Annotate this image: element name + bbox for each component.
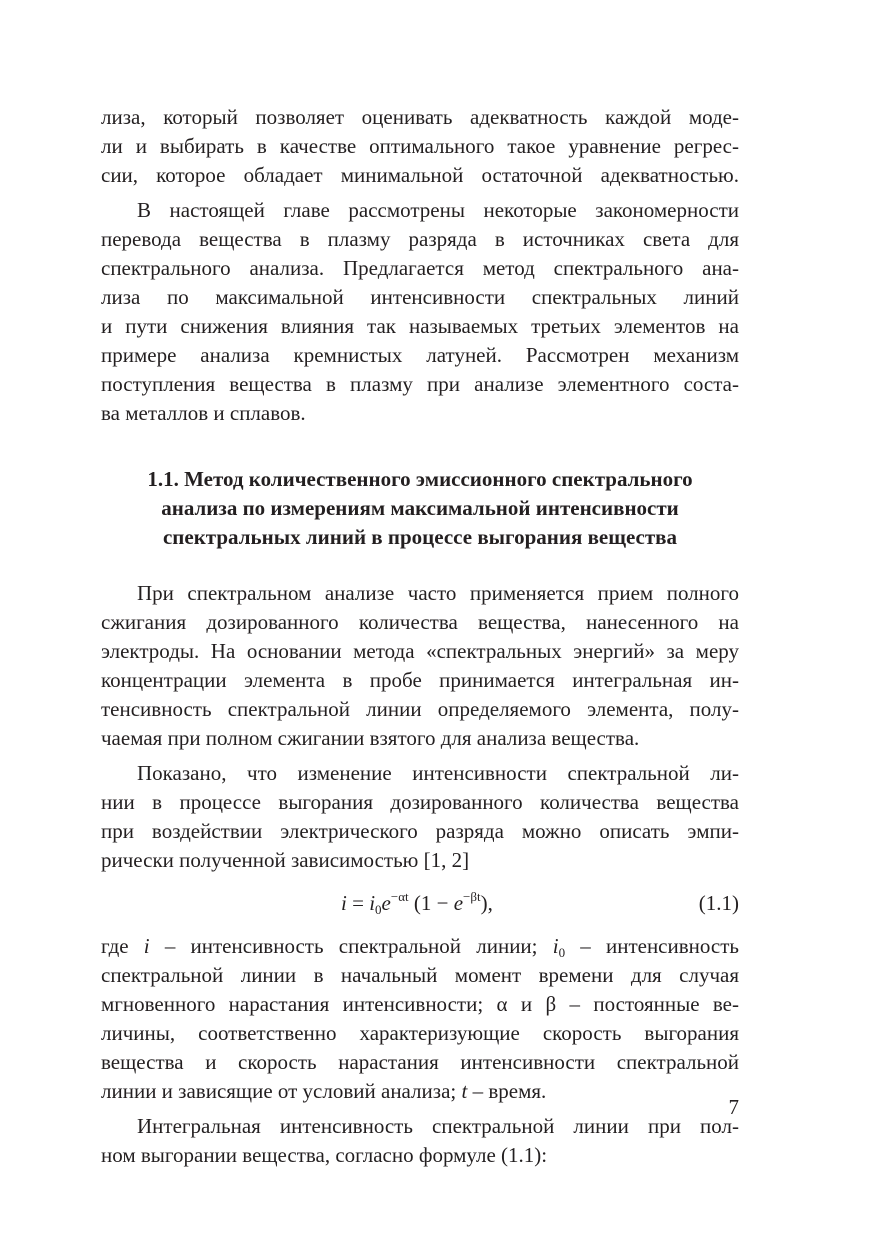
text-line: сжигания дозированного количества вещества, нанесенного на xyxy=(101,610,739,634)
text-line: Показано, что изменение интенсивности спектральной ли- xyxy=(137,761,739,785)
variable-t: t xyxy=(461,1079,468,1103)
text-line: примере анализа кремнистых латуней. Рассмотрен механизм xyxy=(101,343,739,367)
text-line: чаемая при полном сжигании взятого для анализа вещества. xyxy=(101,726,640,750)
heading-line: спектральных линий в процессе выгорания вещества xyxy=(162,525,678,549)
text-line: нии в процессе выгорания дозированного количества вещества xyxy=(101,790,739,814)
text-line: спектрального анализа. Предлагается метод спектрального ана- xyxy=(101,256,739,280)
equation-var-i0: i xyxy=(369,891,376,915)
text-line: В настоящей главе рассмотрены некоторые закономерности xyxy=(137,198,739,222)
text-line: При спектральном анализе часто применяется прием полного xyxy=(137,581,739,605)
text-line: перевода вещества в плазму разряда в источниках света для xyxy=(101,227,739,251)
equation-exp-e1: e xyxy=(381,891,391,915)
heading-line: 1.1. Метод количественного эмиссионного спектрального xyxy=(147,467,693,491)
text-fragment: линии и зависящие от условий анализа; xyxy=(101,1079,462,1103)
section-heading xyxy=(101,465,739,552)
equation-row xyxy=(101,882,739,926)
variable-i0-subscript: 0 xyxy=(558,945,566,960)
variable-i: i xyxy=(143,934,150,958)
variable-i0: i xyxy=(552,934,559,958)
text-column xyxy=(101,103,739,1170)
paragraph-variable-definitions xyxy=(101,932,739,1106)
equation-number: (1.1) xyxy=(698,891,739,915)
equation-exponent-beta: −βt xyxy=(463,889,481,904)
text-line: ли и выбирать в качестве оптимального такое уравнение регрес- xyxy=(101,134,739,158)
text-line xyxy=(101,932,739,961)
text-line: вещества и скорость нарастания интенсивности спектральной xyxy=(101,1050,739,1074)
equation-exponent-alpha: −αt xyxy=(390,889,409,904)
text-line: ва металлов и сплавов. xyxy=(101,401,306,425)
heading-line: анализа по измерениям максимальной интенсивности xyxy=(161,496,679,520)
text-line: сии, которое обладает минимальной остаточной адекватностью. xyxy=(101,163,739,187)
text-line: тенсивность спектральной линии определяемого элемента, полу- xyxy=(101,697,739,721)
text-line: спектральной линии в начальный момент времени для случая xyxy=(101,963,739,987)
paragraph-integral-intensity xyxy=(101,1112,739,1170)
text-line xyxy=(101,1077,739,1106)
equation-var-i: i xyxy=(341,891,347,915)
text-line: личины, соответственно характеризующие скорость выгорания xyxy=(101,1021,739,1045)
paragraph-intensity-change xyxy=(101,759,739,875)
text-line: концентрации элемента в пробе принимается интегральная ин- xyxy=(101,668,739,692)
equation-exp-e2: e xyxy=(453,891,464,915)
equation-paren-open: (1 − xyxy=(408,891,454,915)
equation-sub-0: 0 xyxy=(375,902,382,917)
paragraph-intro-continuation xyxy=(101,103,739,190)
equation-1-1 xyxy=(341,889,493,918)
equation-equals: = xyxy=(346,891,370,915)
text-line: и пути снижения влияния так называемых третьих элементов на xyxy=(101,314,739,338)
text-line: лиза по максимальной интенсивности спектральных линий xyxy=(101,285,739,309)
text-line: лиза, который позволяет оценивать адекватность каждой моде- xyxy=(101,105,739,129)
text-line: электроды. На основании метода «спектральных энергий» за меру xyxy=(101,639,739,663)
text-fragment: – интенсивность xyxy=(565,934,739,958)
text-fragment: – время. xyxy=(467,1079,547,1103)
paragraph-full-burning xyxy=(101,579,739,753)
equation-paren-close: ), xyxy=(480,891,493,915)
page-number: 7 xyxy=(728,1095,739,1119)
paragraph-chapter-overview xyxy=(101,196,739,428)
text-fragment: – интенсивность спектральной линии; xyxy=(149,934,553,958)
text-line: рически полученной зависимостью [1, 2] xyxy=(101,848,470,872)
text-line: поступления вещества в плазму при анализе элементного соста- xyxy=(101,372,739,396)
text-line: мгновенного нарастания интенсивности; α и β – постоянные ве- xyxy=(101,992,739,1016)
text-fragment: где xyxy=(101,934,144,958)
text-line: ном выгорании вещества, согласно формуле (1.1): xyxy=(101,1143,548,1167)
text-line: при воздействии электрического разряда можно описать эмпи- xyxy=(101,819,739,843)
text-line: Интегральная интенсивность спектральной линии при пол- xyxy=(137,1114,739,1138)
